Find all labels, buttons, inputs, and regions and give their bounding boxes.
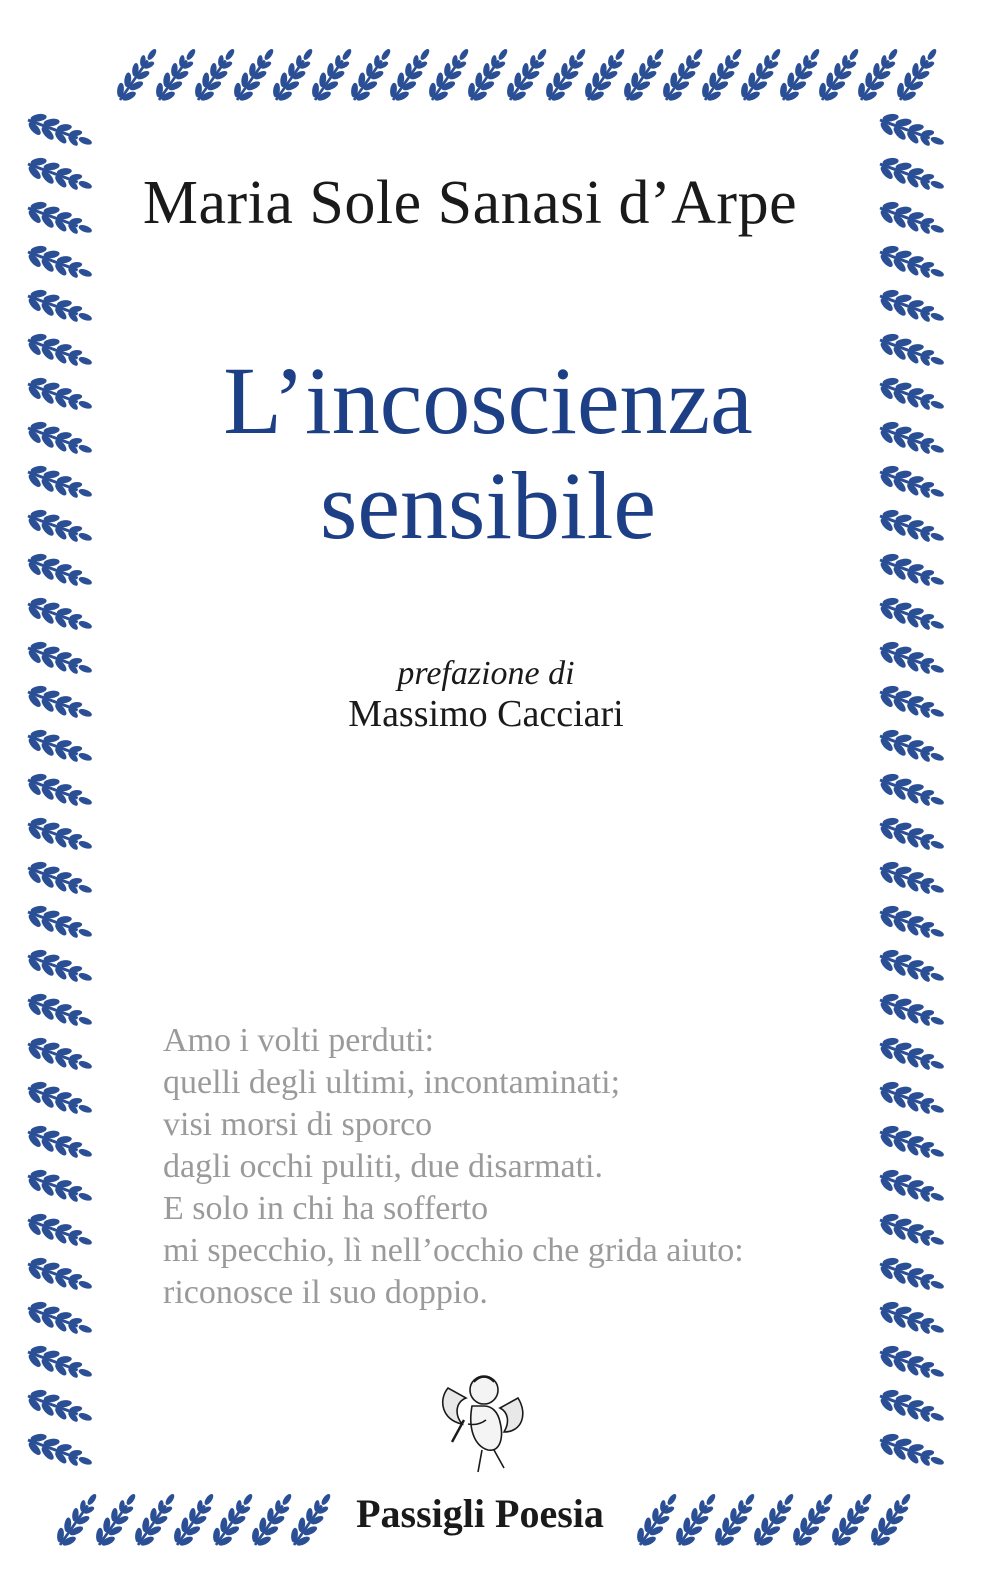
wheat-ear-icon	[876, 1428, 948, 1475]
publisher-name: Passigli Poesia	[356, 1491, 604, 1536]
wheat-ear-icon	[812, 43, 867, 107]
poem-line: riconosce il suo doppio.	[163, 1274, 488, 1311]
wheat-ear-icon	[149, 43, 204, 107]
wheat-ear-icon	[24, 812, 96, 859]
wheat-ear-icon	[24, 1164, 96, 1211]
poem-excerpt	[163, 1020, 883, 1314]
wheat-ear-icon	[24, 108, 96, 155]
wheat-ear-icon	[24, 988, 96, 1035]
wheat-ear-icon	[876, 944, 948, 991]
wheat-ear-icon	[24, 944, 96, 991]
wheat-ear-icon	[24, 240, 96, 287]
wheat-ear-icon	[24, 592, 96, 639]
wheat-ear-icon	[383, 43, 438, 107]
author-name: Maria Sole Sanasi d’Arpe	[142, 169, 798, 237]
wheat-ear-icon	[24, 1208, 96, 1255]
wheat-ear-icon	[24, 1032, 96, 1079]
wheat-ear-icon	[876, 108, 948, 155]
wheat-ear-icon	[24, 1384, 96, 1431]
poem-line: visi morsi di sporco	[163, 1106, 433, 1143]
wheat-ear-icon	[876, 856, 948, 903]
wheat-ear-icon	[266, 43, 321, 107]
wheat-ear-icon	[876, 900, 948, 947]
wheat-ear-icon	[876, 284, 948, 331]
wheat-ear-icon	[24, 1252, 96, 1299]
wheat-ear-icon	[876, 1296, 948, 1343]
wheat-ear-icon	[578, 43, 633, 107]
wheat-ear-icon	[773, 43, 828, 107]
wheat-ear-icon	[24, 1120, 96, 1167]
wheat-ear-icon	[24, 1296, 96, 1343]
wheat-ear-icon	[876, 1164, 948, 1211]
wheat-ear-icon	[24, 284, 96, 331]
wheat-ear-icon	[422, 43, 477, 107]
preface-author: Massimo Cacciari	[348, 693, 624, 735]
wheat-ear-icon	[24, 1076, 96, 1123]
title-line-1: L’incoscienza	[223, 347, 753, 454]
wheat-ear-icon	[851, 43, 906, 107]
wheat-ear-icon	[695, 43, 750, 107]
wheat-ear-icon	[734, 43, 789, 107]
wheat-ear-icon	[24, 856, 96, 903]
wheat-ear-icon	[539, 43, 594, 107]
preface-label: prefazione di	[397, 655, 575, 692]
wheat-ear-icon	[876, 1340, 948, 1387]
wheat-ear-icon	[890, 43, 945, 107]
wheat-ear-icon	[500, 43, 555, 107]
poem-line: dagli occhi puliti, due disarmati.	[163, 1148, 604, 1185]
wheat-ear-icon	[110, 43, 165, 107]
wheat-ear-icon	[876, 812, 948, 859]
title-line-2: sensibile	[320, 452, 656, 559]
wheat-ear-icon	[876, 240, 948, 287]
wheat-ear-icon	[876, 592, 948, 639]
wheat-ear-icon	[24, 1340, 96, 1387]
wheat-ear-icon	[344, 43, 399, 107]
wheat-ear-icon	[876, 1120, 948, 1167]
wheat-ear-icon	[24, 900, 96, 947]
poem-line: Amo i volti perduti:	[163, 1022, 435, 1059]
wheat-ear-icon	[305, 43, 360, 107]
wheat-ear-icon	[188, 43, 243, 107]
wheat-ear-icon	[876, 1384, 948, 1431]
wheat-ear-icon	[876, 1076, 948, 1123]
wheat-ear-icon	[876, 1032, 948, 1079]
wheat-ear-icon	[876, 1208, 948, 1255]
wheat-ear-icon	[24, 768, 96, 815]
wheat-ear-icon	[876, 768, 948, 815]
wheat-ear-icon	[876, 988, 948, 1035]
poem-line: quelli degli ultimi, incontaminati;	[163, 1064, 621, 1101]
wheat-ear-icon	[24, 1428, 96, 1475]
wheat-ear-icon	[617, 43, 672, 107]
wheat-ear-icon	[876, 1252, 948, 1299]
wheat-ear-icon	[461, 43, 516, 107]
cherub-emblem	[438, 1368, 528, 1478]
wheat-ear-icon	[656, 43, 711, 107]
poem-line: mi specchio, lì nell’occhio che grida aiuto:	[163, 1232, 744, 1269]
poem-line: E solo in chi ha sofferto	[163, 1190, 489, 1227]
wheat-ear-icon	[227, 43, 282, 107]
